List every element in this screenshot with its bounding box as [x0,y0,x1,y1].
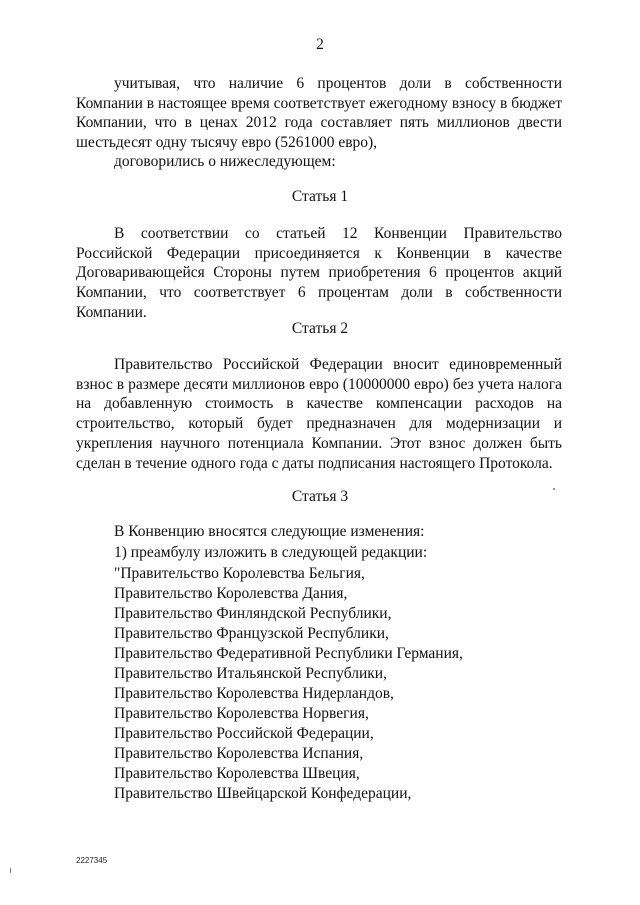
list-item: Правительство Французской Республики, [114,625,389,642]
list-item: Правительство Королевства Испания, [114,745,364,762]
list-item: Правительство Швейцарской Конфедерации, [114,785,412,802]
list-item: "Правительство Королевства Бельгия, [114,565,365,582]
page-number: 2 [316,36,324,53]
scan-speck [10,868,11,873]
article-2-heading: Статья 2 [291,320,349,337]
preamble-paragraph-1: учитывая, что наличие 6 процентов доли в собственности Компании в настоящее время соответствует ежегодному взносу в бюджет Компании, что в ценах 2012 года составляет пять миллионов двести шестьдесят одну тысячу евро (5261000 евро), [76,75,562,152]
list-item: Правительство Российской Федерации, [114,725,374,742]
article-2-text: Правительство Российской Федерации вносит единовременный взнос в размере десяти миллионов евро (10000000 евро) без учета налога на добавленную стоимость в качестве компенсации расходов на строительство, который будет предназначен для модернизации и укрепления научного потенциала Компании. Этот взнос должен быть сделан в течение одного года с даты подписания настоящего Протокола. [76,356,562,472]
preamble-paragraph-2: договорились о нижеследующем: [114,153,336,170]
list-item: Правительство Королевства Нидерландов, [114,685,394,702]
article-3-item-1: 1) преамбулу изложить в следующей редакции: [114,544,428,561]
list-item: Правительство Финляндской Республики, [114,605,392,622]
list-item: Правительство Королевства Швеция, [114,765,360,782]
document-code: 2227345 [76,856,108,865]
list-item: Правительство Королевства Дания, [114,585,348,602]
scan-speck [553,488,555,490]
article-1-text: В соответствии со статьей 12 Конвенции Правительство Российской Федерации присоединяется к Конвенции в качестве Договаривающейся Стороны путем приобретения 6 процентов акций Компании, что соответствует 6 процентам доли в собственности Компании. [76,225,562,321]
list-item: Правительство Итальянской Республики, [114,665,387,682]
article-1-heading: Статья 1 [291,188,349,205]
list-item: Правительство Федеративной Республики Германия, [114,645,463,662]
article-3-intro: В Конвенцию вносятся следующие изменения: [114,523,425,540]
article-3-heading: Статья 3 [291,488,349,505]
list-item: Правительство Королевства Норвегия, [114,705,369,722]
